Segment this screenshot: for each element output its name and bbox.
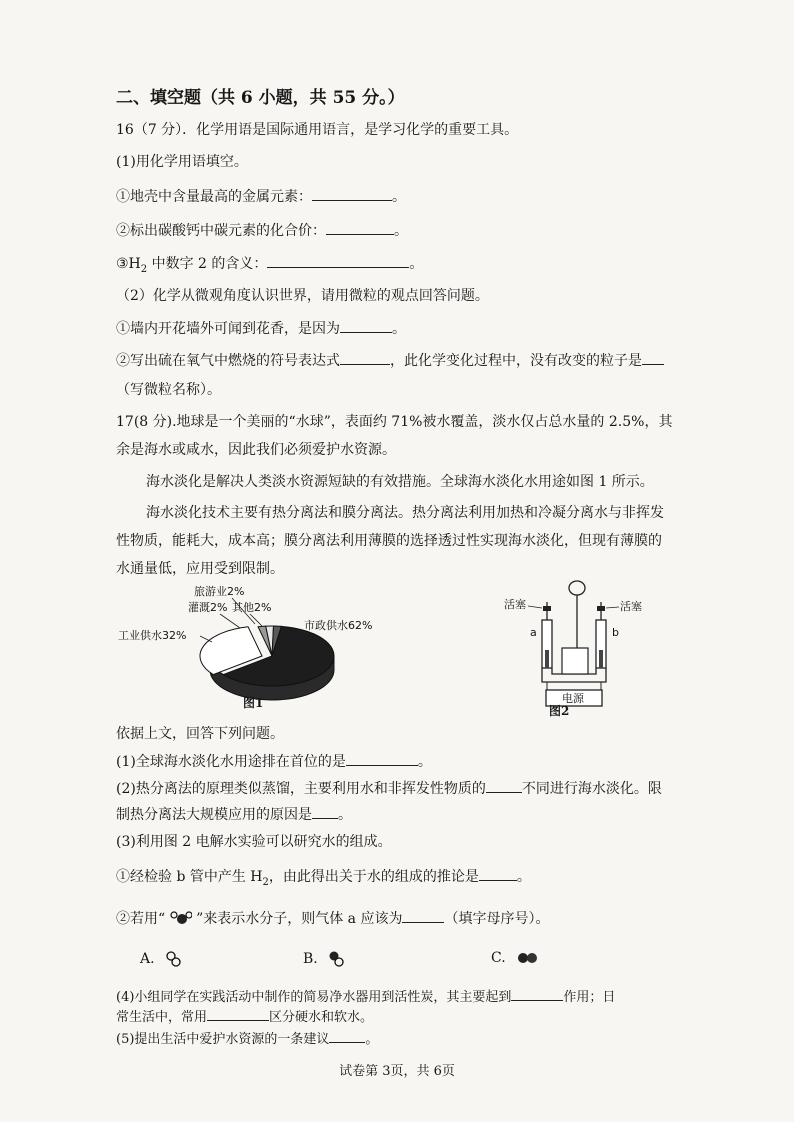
label-left-valve: 活塞 [504, 598, 526, 611]
figure2-caption: 图2 [549, 704, 570, 718]
dark-and-hollow-atom-icon [328, 950, 346, 968]
q16-item1: ①地壳中含量最高的金属元素： 。 [116, 186, 406, 207]
section-title: 二、填空题（共 6 小题，共 55 分。） [116, 88, 405, 108]
q17-heading: 17(8 分).地球是一个美丽的“水球”，表面约 71%被水覆盖，淡水仅占总水量的 2.5%，其 [116, 414, 673, 430]
answer-blank[interactable] [326, 220, 394, 235]
q16-item2: ②标出碳酸钙中碳元素的化合价： 。 [116, 220, 408, 241]
two-hollow-atoms-icon [165, 950, 183, 968]
q17-heading-cont: 余是海水或咸水，因此我们必须爱护水资源。 [116, 442, 396, 458]
option-a[interactable]: A. [140, 950, 183, 968]
q16-item3: $③H_2$ 中数字 2 的含义： 。 [116, 253, 423, 280]
q17-sub2: (2)热分离法的原理类似蒸馏，主要利用水和非挥发性物质的 不同进行海水淡化。限 [116, 778, 662, 799]
option-b[interactable]: B. [303, 950, 346, 968]
svg-text:电源: 电源 [562, 692, 584, 705]
answer-blank[interactable] [267, 253, 409, 268]
answer-blank[interactable] [312, 804, 338, 819]
pie-label-irrigation: 灌溉2% [188, 601, 228, 614]
valve-left-icon [543, 606, 551, 611]
answer-blank[interactable] [340, 318, 392, 333]
q17-intro: 依据上文，回答下列问题。 [116, 726, 284, 742]
reservoir-bulb [569, 581, 585, 595]
valve-right-icon [597, 606, 605, 611]
q17-paragraph2-end: 水通量低，应用受到限制。 [116, 561, 284, 577]
pie-label-municipal: 市政供水62% [304, 619, 373, 632]
q16-item5-note: （写微粒名称）。 [116, 382, 221, 398]
q17-paragraph1: 海水淡化是解决人类淡水资源短缺的有效措施。全球海水淡化水用途如图 1 所示。 [146, 474, 654, 490]
answer-blank[interactable] [642, 350, 664, 365]
answer-blank[interactable] [402, 908, 444, 923]
answer-blank[interactable] [486, 778, 522, 793]
pie-label-other: 其他2% [232, 601, 272, 614]
answer-blank[interactable] [340, 350, 390, 365]
option-c[interactable]: C. [491, 950, 540, 966]
two-dark-atoms-icon [516, 950, 540, 966]
answer-blank[interactable] [479, 866, 517, 881]
q17-paragraph2-cont: 性物质，能耗大，成本高；膜分离法利用薄膜的选择透过性实现海水淡化，但现有薄膜的 [116, 533, 662, 549]
label-right-valve: 活塞 [620, 600, 642, 613]
q16-heading: 16（7 分）．化学用语是国际通用语言，是学习化学的重要工具。 [116, 122, 519, 138]
label-b: b [612, 626, 619, 639]
answer-blank[interactable] [312, 186, 392, 201]
q17-sub3: (3)利用图 2 电解水实验可以研究水的组成。 [116, 834, 392, 850]
figure1-caption: 图1 [243, 696, 264, 710]
answer-blank[interactable] [346, 751, 418, 766]
q17-sub4-cont: 常生活中，常用 区分硬水和软水。 [116, 1006, 373, 1028]
q17-sub3-item2: ②若用“ ”来表示水分子，则气体 a 应该为 （填字母序号）。 [116, 908, 549, 929]
answer-blank[interactable] [207, 1006, 269, 1021]
q17-paragraph2: 海水淡化技术主要有热分离法和膜分离法。热分离法利用加热和冷凝分离水与非挥发 [146, 505, 664, 521]
q16-item5: ②写出硫在氧气中燃烧的符号表达式 ，此化学变化过程中，没有改变的粒子是 [116, 350, 664, 371]
answer-blank[interactable] [511, 986, 563, 1001]
pie-label-tourism: 旅游业2% [194, 585, 245, 598]
page-footer: 试卷第 3页，共 6页 [339, 1064, 455, 1079]
q16-part1: (1)用化学用语填空。 [116, 154, 248, 170]
q17-sub4: (4)小组同学在实践活动中制作的简易净水器用到活性炭，其主要起到 作用；日 [116, 986, 615, 1008]
figure2-electrolysis-apparatus [500, 578, 645, 718]
pie-label-industry: 工业供水32% [118, 629, 187, 642]
q16-item4: ①墙内开花墙外可闻到花香，是因为 。 [116, 318, 406, 339]
water-molecule-icon [170, 910, 192, 926]
q17-sub2-cont: 制热分离法大规模应用的原因是 。 [116, 804, 352, 825]
q17-sub5: (5)提出生活中爱护水资源的一条建议 。 [116, 1028, 378, 1050]
label-a: a [530, 626, 537, 639]
q16-part2: （2）化学从微观角度认识世界，请用微粒的观点回答问题。 [116, 288, 489, 304]
q17-sub1: (1)全球海水淡化水用途排在首位的是 。 [116, 751, 432, 772]
q17-sub3-item1: ①经检验 b 管中产生 $H_2$，由此得出关于水的组成的推论是 。 [116, 866, 531, 893]
answer-blank[interactable] [329, 1028, 365, 1043]
